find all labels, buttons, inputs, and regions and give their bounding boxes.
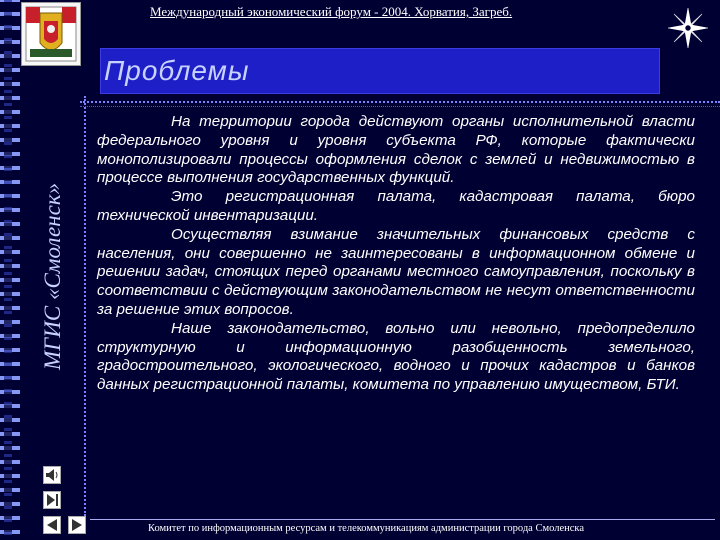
slide-body (97, 113, 695, 395)
compass-star-icon (668, 8, 708, 48)
divider-vertical (84, 96, 89, 516)
vertical-label: МГИС «Смоленск» (40, 182, 65, 370)
paragraph-1: На территории города действуют органы исполнительной власти федерального уровня и уровня субъекта РФ, которые фактически монополизировали процессы оформления сделок с землей и недвижимостью в процессе выполнения государственных функций. (97, 113, 695, 187)
next-button[interactable] (68, 516, 86, 534)
sound-button[interactable] (43, 466, 61, 484)
prev-button[interactable] (43, 516, 61, 534)
divider-horizontal (80, 101, 720, 107)
next-icon (69, 517, 85, 533)
coat-of-arms-logo (21, 2, 81, 66)
paragraph-3: Осуществляя взимание значительных финансовых средств с населения, они совершенно не заинтересованы в информационном обмене и решении задач, стоящих перед органами местного самоуправления, поскольку в соответствии с действующим законодательством не несут ответственности за решение этих вопросов. (97, 225, 695, 318)
paragraph-4: Наше законодательство, вольно или невольно, предопределило структурную и информационную разобщенность земельного, градостроительного, экологического, водного и прочих кадастров и банков данных регистрационной палаты, комитета по управлению имуществом, БТИ. (97, 319, 695, 394)
footer-text: Комитет по информационным ресурсам и телекоммуникациям администрации города Смоленска (148, 523, 584, 534)
decorative-left-strip (0, 0, 20, 540)
page-title: Проблемы (104, 55, 250, 86)
end-icon (44, 492, 60, 508)
prev-icon (44, 517, 60, 533)
paragraph-2: Это регистрационная палата, кадастровая палата, бюро технической инвентаризации. (97, 188, 695, 224)
header-title: Международный экономический форум - 2004. Хорватия, Загреб. (150, 4, 513, 19)
end-button[interactable] (43, 491, 61, 509)
speaker-icon (44, 467, 60, 483)
footer-divider (90, 519, 715, 520)
